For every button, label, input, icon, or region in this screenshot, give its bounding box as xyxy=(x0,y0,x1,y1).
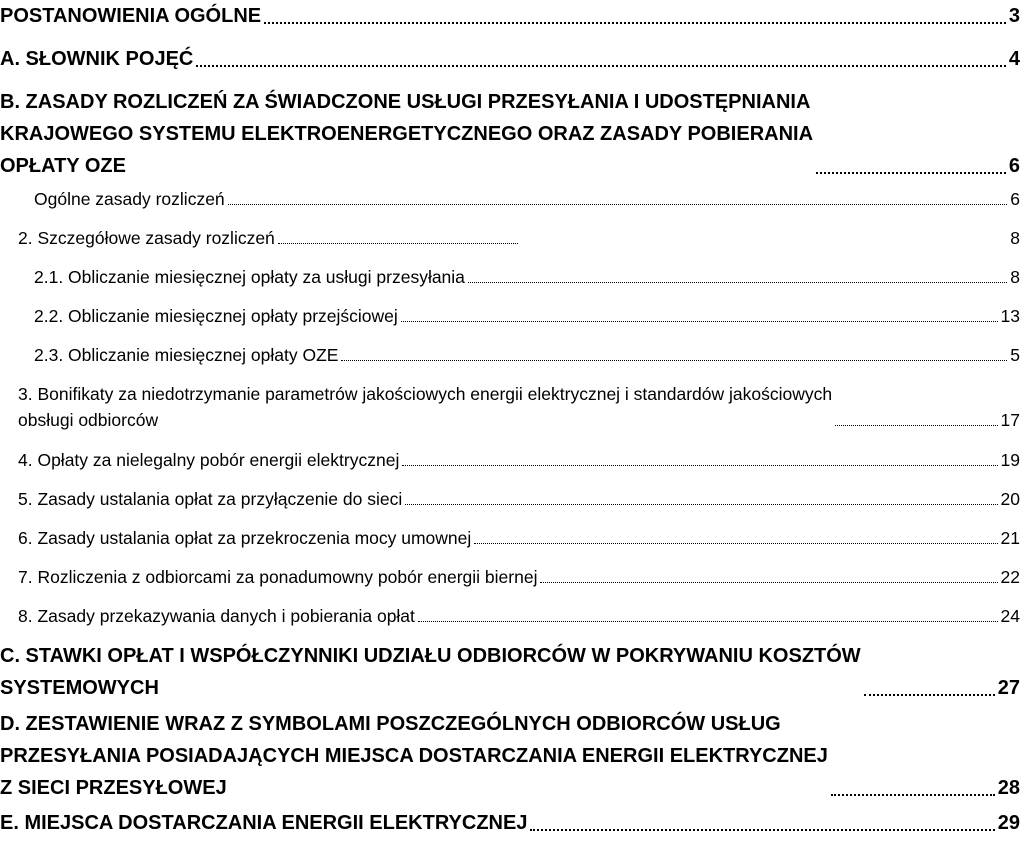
leader-dots xyxy=(278,243,518,244)
leader-dots xyxy=(402,465,997,466)
toc-entry-przekazywanie-danych[interactable] xyxy=(0,603,1023,629)
leader-dots xyxy=(816,172,1006,174)
leader-dots xyxy=(341,360,1007,361)
toc-entry-ogolne-zasady-rozliczen[interactable] xyxy=(0,186,1023,212)
toc-entry-title: 3. Bonifikaty za niedotrzymanie parametrów jakościowych energii elektrycznej i standardów jakościowych obsługi odbiorców xyxy=(18,384,833,430)
toc-entry-stawki-oplat[interactable] xyxy=(0,640,1023,704)
toc-entry-title: 7. Rozliczenia z odbiorcami za ponadumowny pobór energii biernej xyxy=(18,567,538,587)
toc-entry-zestawienie-odbiorcow[interactable] xyxy=(0,708,1023,804)
leader-dots xyxy=(264,22,1006,24)
toc-entry-page: 24 xyxy=(1000,606,1020,626)
leader-dots xyxy=(530,829,994,831)
leader-dots xyxy=(405,504,997,505)
leader-dots xyxy=(401,321,998,322)
leader-dots xyxy=(831,794,995,796)
toc-entry-title: C. STAWKI OPŁAT I WSPÓŁCZYNNIKI UDZIAŁU ODBIORCÓW W POKRYWANIU KOSZTÓW SYSTEMOWYCH xyxy=(0,645,861,699)
leader-dots xyxy=(474,543,997,544)
toc-entry-postanowienia-ogolne[interactable] xyxy=(0,0,1023,32)
toc-entry-title: POSTANOWIENIA OGÓLNE xyxy=(0,5,262,27)
leader-dots xyxy=(540,582,997,583)
toc-entry-title: 2. Szczegółowe zasady rozliczeń xyxy=(18,228,275,248)
toc-entry-title: 2.2. Obliczanie miesięcznej opłaty przejściowej xyxy=(34,306,398,326)
toc-entry-oplata-przejsciowa[interactable] xyxy=(0,303,1023,329)
toc-entry-slownik-pojec[interactable] xyxy=(0,43,1023,75)
toc-entry-page: 8 xyxy=(1010,267,1020,287)
toc-entry-page: 8 xyxy=(1010,228,1020,248)
toc-entry-page: 5 xyxy=(1010,345,1020,365)
toc-entry-page: 21 xyxy=(1000,528,1020,548)
toc-entry-title: 2.1. Obliczanie miesięcznej opłaty za usługi przesyłania xyxy=(34,267,465,287)
toc-entry-bonifikaty[interactable] xyxy=(0,381,1023,433)
toc-entry-page: 4 xyxy=(1008,48,1020,70)
toc-entry-page: 28 xyxy=(997,777,1020,799)
toc-entry-przylaczenie[interactable] xyxy=(0,486,1023,512)
toc-entry-oplata-oze[interactable] xyxy=(0,342,1023,368)
toc-entry-page: 6 xyxy=(1008,155,1020,177)
toc-entry-title: D. ZESTAWIENIE WRAZ Z SYMBOLAMI POSZCZEGÓLNYCH ODBIORCÓW USŁUG PRZESYŁANIA POSIADAJĄCYCH MIEJSCA DOSTARCZANIA ENERGII ELEKTRYCZNEJ Z SIECI PRZESYŁOWEJ xyxy=(0,713,828,799)
leader-dots xyxy=(864,694,995,696)
toc-entry-title: B. ZASADY ROZLICZEŃ ZA ŚWIADCZONE USŁUGI PRZESYŁANIA I UDOSTĘPNIANIA KRAJOWEGO SYSTEMU ELEKTROENERGETYCZNEGO ORAZ ZASADY POBIERANIA OPŁATY OZE xyxy=(0,91,814,177)
toc-entry-page: 17 xyxy=(1000,410,1020,430)
toc-entry-title: A. SŁOWNIK POJĘĆ xyxy=(0,48,194,70)
toc-entry-energia-bierna[interactable] xyxy=(0,564,1023,590)
toc-entry-zasady-rozliczen-oplata-oze[interactable] xyxy=(0,86,1023,182)
leader-dots xyxy=(835,425,997,426)
toc-entry-nielegalny-pobor[interactable] xyxy=(0,447,1023,473)
leader-dots xyxy=(468,282,1007,283)
toc-entry-title: 8. Zasady przekazywania danych i pobierania opłat xyxy=(18,606,415,626)
toc-entry-page: 27 xyxy=(997,677,1020,699)
toc-entry-title: 4. Opłaty za nielegalny pobór energii elektrycznej xyxy=(18,450,400,470)
toc-entry-przekroczenia-mocy[interactable] xyxy=(0,525,1023,551)
toc-entry-title: 5. Zasady ustalania opłat za przyłączenie do sieci xyxy=(18,489,403,509)
leader-dots xyxy=(196,65,1006,67)
leader-dots xyxy=(418,621,998,622)
toc-entry-title: Ogólne zasady rozliczeń xyxy=(34,189,225,209)
toc-entry-page: 13 xyxy=(1000,306,1020,326)
leader-dots xyxy=(228,204,1008,205)
toc-entry-oplata-przesylania[interactable] xyxy=(0,264,1023,290)
toc-entry-page: 29 xyxy=(997,812,1020,834)
toc-entry-page: 6 xyxy=(1010,189,1020,209)
toc-entry-title: E. MIEJSCA DOSTARCZANIA ENERGII ELEKTRYCZNEJ xyxy=(0,812,528,834)
toc-entry-title: 2.3. Obliczanie miesięcznej opłaty OZE xyxy=(34,345,339,365)
toc-entry-page: 22 xyxy=(1000,567,1020,587)
toc-entry-miejsca-dostarczania[interactable] xyxy=(0,807,1023,839)
toc-entry-page: 3 xyxy=(1008,5,1020,27)
toc-entry-page: 20 xyxy=(1000,489,1020,509)
toc-entry-szczegolowe-zasady[interactable] xyxy=(0,225,1023,251)
toc-entry-page: 19 xyxy=(1000,450,1020,470)
toc-entry-title: 6. Zasady ustalania opłat za przekroczenia mocy umownej xyxy=(18,528,472,548)
